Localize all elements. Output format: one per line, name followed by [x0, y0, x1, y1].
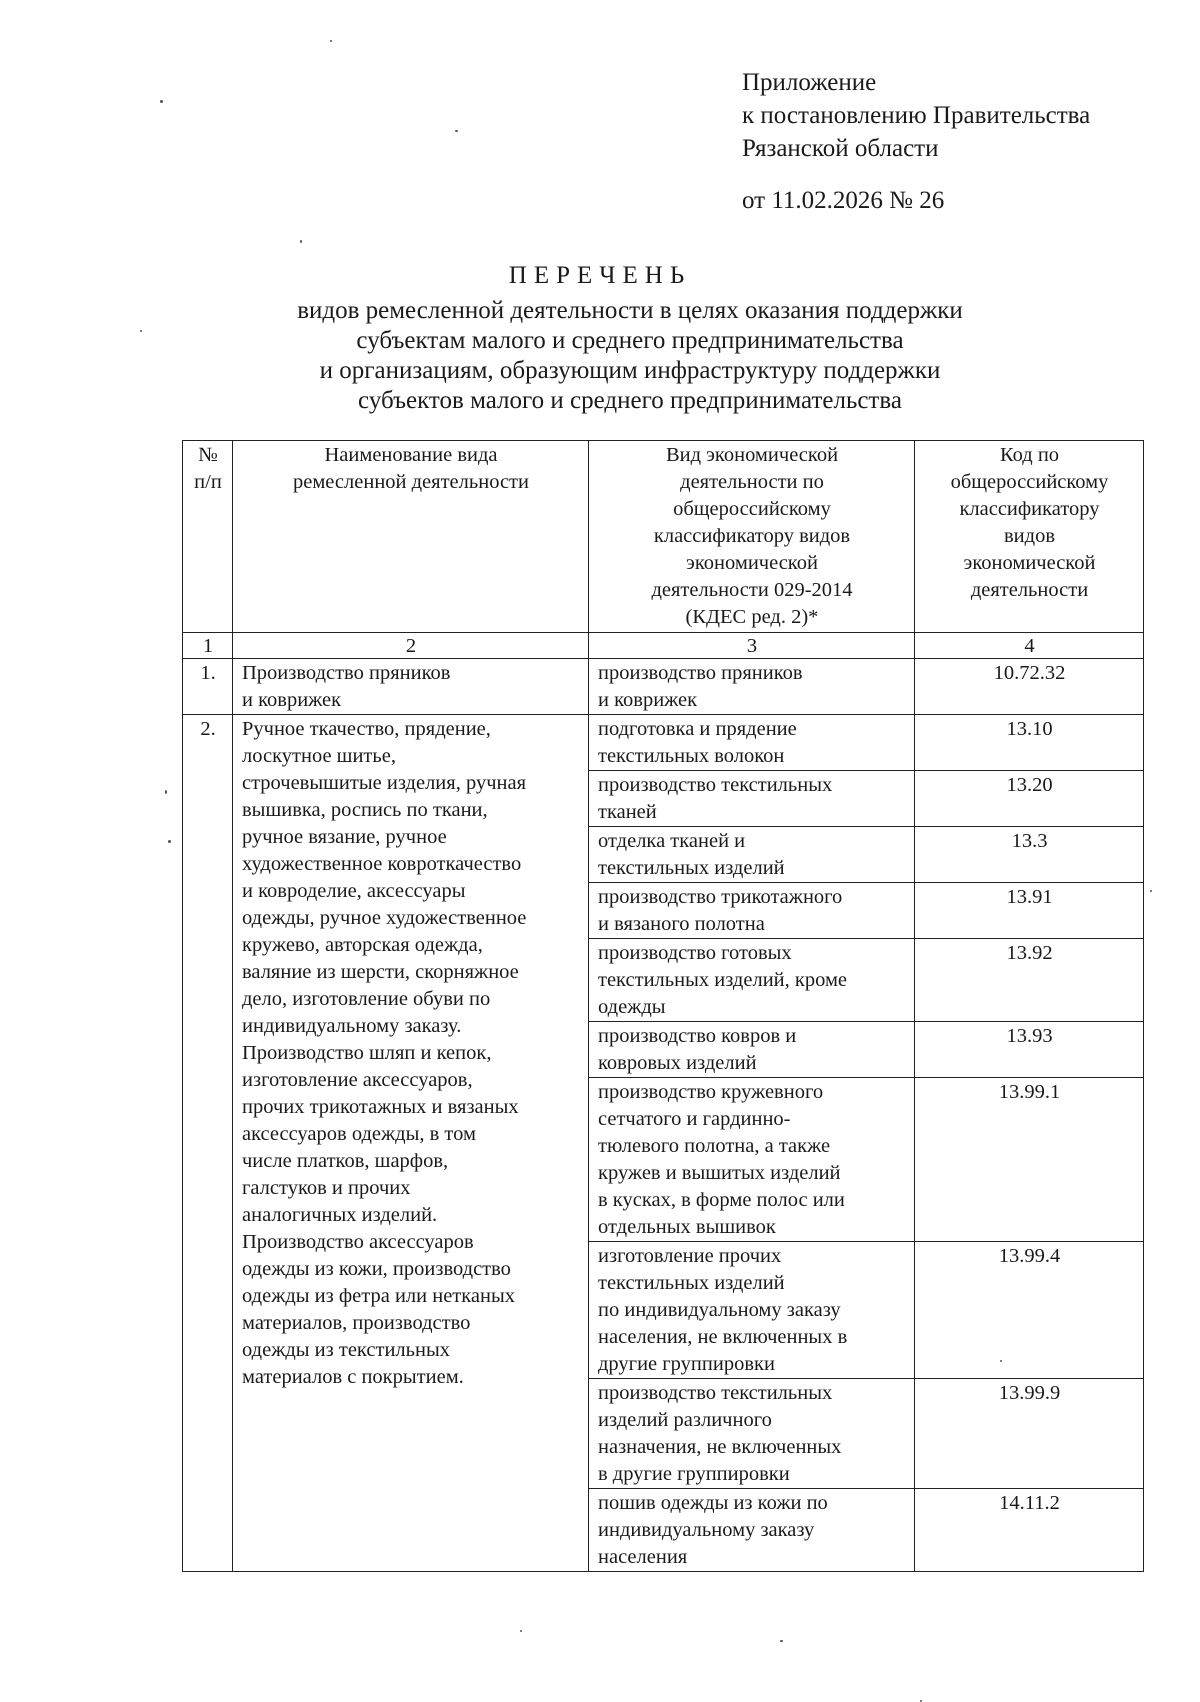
activity-code: 13.10: [915, 715, 1144, 771]
header-economic-activity: Вид экономической деятельности по общероссийскому классификатору видов экономической деятельности 029-2014 (КДЕС ред. 2)*: [589, 441, 915, 633]
table-row: [183, 715, 1144, 771]
scan-speck: [300, 240, 302, 243]
resolution-date: от 11.02.2026 № 26: [742, 187, 945, 214]
activity-name: подготовка и прядение текстильных волокон: [589, 715, 915, 771]
activity-code: 13.3: [915, 827, 1144, 883]
activity-name: производство кружевного сетчатого и гардинно- тюлевого полотна, а также кружев и вышитых изделий в кусках, в форме полос или отдельных вышивок: [589, 1078, 915, 1242]
activity-code: 10.72.32: [915, 659, 1144, 715]
scan-speck: [160, 100, 163, 103]
activity-code: 13.92: [915, 939, 1144, 1022]
header-number: № п/п: [183, 441, 233, 633]
appendix-line: Приложение: [742, 69, 877, 96]
activity-code: 14.11.2: [915, 1489, 1144, 1572]
scan-speck: [455, 130, 458, 132]
document-subtitle: [240, 296, 1020, 416]
subtitle-line: и организациям, образующим инфраструктуру поддержки: [319, 357, 941, 384]
scan-speck: [1150, 890, 1152, 892]
activity-code: 13.91: [915, 883, 1144, 939]
appendix-line: Рязанской области: [742, 135, 939, 162]
activity-code: 13.99.4: [915, 1242, 1144, 1379]
appendix-header: [742, 66, 1090, 217]
activity-code: 13.93: [915, 1022, 1144, 1078]
column-number: 2: [233, 633, 589, 659]
activity-name: производство текстильных изделий различного назначения, не включенных в другие группировки: [589, 1379, 915, 1489]
activity-code: 13.99.1: [915, 1078, 1144, 1242]
activity-name: производство трикотажного и вязаного полотна: [589, 883, 915, 939]
column-number: 3: [589, 633, 915, 659]
scan-speck: [165, 790, 167, 794]
activity-name: отделка тканей и текстильных изделий: [589, 827, 915, 883]
subtitle-line: субъектов малого и среднего предпринимательства: [358, 387, 902, 414]
table-row: [183, 659, 1144, 715]
appendix-line: к постановлению Правительства: [742, 102, 1091, 129]
scan-speck: [140, 330, 142, 332]
scan-speck: [1000, 1360, 1002, 1362]
activity-name: производство пряников и коврижек: [589, 659, 915, 715]
column-number: 1: [183, 633, 233, 659]
craft-name: Ручное ткачество, прядение, лоскутное шитье, строчевышитые изделия, ручная вышивка, роспись по ткани, ручное вязание, ручное художественное ковроткачество и ковроделие, аксессуары одежды, ручное художественное кружево, авторская одежда, валяние из шерсти, скорняжное дело, изготовление обуви по индивидуальному заказу. Производство шляп и кепок, изготовление аксессуаров, прочих трикотажных и вязаных аксессуаров одежды, в том числе платков, шарфов, галстуков и прочих аналогичных изделий. Производство аксессуаров одежды из кожи, производство одежды из фетра или нетканых материалов, производство одежды из текстильных материалов с покрытием.: [233, 715, 589, 1572]
subtitle-line: субъектам малого и среднего предпринимательства: [356, 327, 904, 354]
scan-speck: [168, 840, 171, 843]
row-number: 2.: [183, 715, 233, 1572]
scan-speck: [520, 1630, 522, 1632]
header-classifier-code: Код по общероссийскому классификатору видов экономической деятельности: [915, 441, 1144, 633]
header-craft-name: Наименование вида ремесленной деятельности: [233, 441, 589, 633]
activity-code: 13.20: [915, 771, 1144, 827]
activity-name: производство ковров и ковровых изделий: [589, 1022, 915, 1078]
document-title: ПЕРЕЧЕНЬ: [508, 262, 692, 289]
activity-code: 13.99.9: [915, 1379, 1144, 1489]
subtitle-line: видов ремесленной деятельности в целях оказания поддержки: [297, 297, 963, 324]
scan-speck: [780, 1640, 783, 1642]
column-number-row: [183, 633, 1144, 659]
activity-name: производство текстильных тканей: [589, 771, 915, 827]
craft-name: Производство пряников и коврижек: [233, 659, 589, 715]
scan-speck: [330, 40, 332, 42]
column-number: 4: [915, 633, 1144, 659]
activity-name: изготовление прочих текстильных изделий по индивидуальному заказу населения, не включенных в другие группировки: [589, 1242, 915, 1379]
activity-name: пошив одежды из кожи по индивидуальному заказу населения: [589, 1489, 915, 1572]
activity-name: производство готовых текстильных изделий, кроме одежды: [589, 939, 915, 1022]
crafts-table: [182, 440, 1144, 1572]
row-number: 1.: [183, 659, 233, 715]
table-header-row: [183, 441, 1144, 633]
